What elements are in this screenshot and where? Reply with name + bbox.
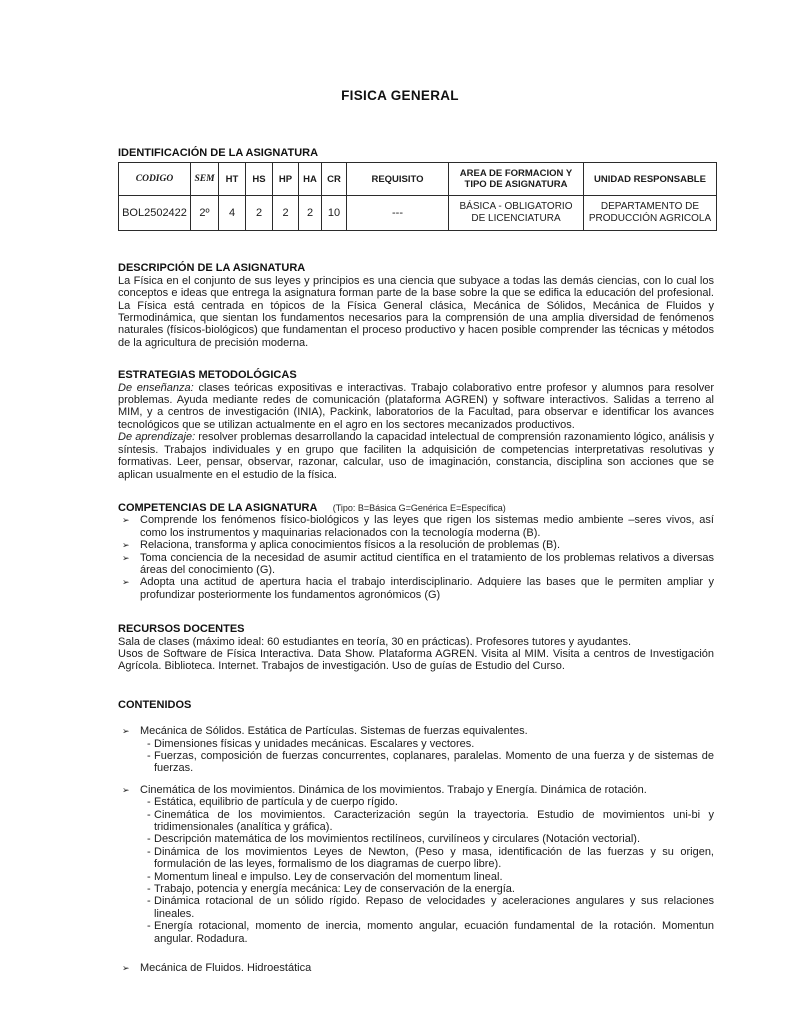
table-header-sem: SEM (191, 163, 219, 196)
contenido-group-title-row (118, 725, 714, 737)
section-heading-recursos: RECURSOS DOCENTES (118, 623, 245, 636)
contenido-subitem-text: Fuerzas, composición de fuerzas concurrentes, coplanares, paralelas. Momento de una fuerza y de sistemas de fuerzas. (154, 750, 714, 775)
dash-bullet-icon: - (147, 796, 151, 809)
table-header-hp: HP (273, 163, 299, 196)
table-cell-hp: 2 (273, 196, 299, 231)
contenido-subitem-text: Cinemática de los movimientos. Caracterización según la trayectoria. Estudio de movimientos uni-bi y tridimensionales (analítica y gráfica). (154, 808, 714, 834)
table-header-requisito: REQUISITO (347, 163, 449, 196)
contenido-subitem-text: Dimensiones físicas y unidades mecánicas. Escalares y vectores. (154, 737, 475, 750)
competencia-text: Adopta una actitud de apertura hacia el trabajo interdisciplinario. Adquiere las bases que le permiten ampliar y profundizar posteriormente los fundamentos agronómicos (G) (140, 576, 714, 601)
contenido-subitem-text: Dinámica de los movimientos Leyes de Newton, (Peso y masa, identificación de las fuerzas y su origen, formulación de las leyes, formalismo de los diagramas de cuerpo libre). (154, 845, 714, 871)
dash-bullet-icon: - (147, 833, 151, 846)
table-header-area-formacion: AREA DE FORMACION Y TIPO DE ASIGNATURA (449, 163, 584, 196)
competencia-text: Toma conciencia de la necesidad de asumir actitud científica en el tratamiento de los problemas relativos a diversas áreas del conocimiento (G). (140, 551, 714, 576)
competencia-item (118, 514, 714, 539)
aprendizaje-text: resolver problemas desarrollando la capacidad intelectual de comprensión razonamiento lógico, análisis y síntesis. Trabajos individuales y en grupo que faciliten la adquisición de competencias interpretativas resolutivas y formativas. Leer, pensar, observar, razonar, calcular, uso de imaginación, constancia, disciplina son acciones que se aplican usualmente en el estudio de la física. (118, 431, 714, 481)
arrow-bullet-icon: ➢ (122, 577, 130, 588)
table-header-cr: CR (322, 163, 347, 196)
section-heading-estrategias: ESTRATEGIAS METODOLÓGICAS (118, 369, 297, 382)
arrow-bullet-icon: ➢ (122, 726, 130, 737)
table-cell-hs: 2 (246, 196, 273, 231)
table-header-row (119, 163, 717, 196)
table-header-codigo: CODIGO (119, 163, 191, 196)
ensenanza-text: clases teóricas expositivas e interactivas. Trabajo colaborativo entre profesor y alumnos para resolver problemas. Ayuda mediante redes de comunicación (plataforma AGREN) y software interactivos. Salidas a terreno al MIM, y a centros de investigación (INIA), Packink, laboratorios de la Facultad, para observar e identificar los avances tecnológicos que se utilizan actualmente en el agro en los sectores mecanizados productivos. (118, 381, 715, 431)
dash-bullet-icon: - (147, 808, 151, 821)
contenido-subitem (118, 883, 714, 895)
table-cell-requisito: --- (347, 196, 449, 231)
contenido-subitem-text: Momentum lineal e impulso. Ley de conservación del momentum lineal. (154, 870, 503, 883)
contenido-subitem (118, 750, 714, 775)
table-cell-sem: 2º (191, 196, 219, 231)
competencia-item (118, 539, 714, 551)
arrow-bullet-icon: ➢ (122, 963, 130, 974)
contenido-subitem-text: Dinámica rotacional de un sólido rígido. Repaso de velocidades y aceleraciones angulares y sus relaciones lineales. (154, 895, 714, 920)
competencias-tipo-note: (Tipo: B=Básica G=Genérica E=Específica) (332, 502, 506, 513)
table-header-ht: HT (219, 163, 246, 196)
contenido-group-title: Mecánica de Sólidos. Estática de Partículas. Sistemas de fuerzas equivalentes. (140, 725, 528, 738)
dash-bullet-icon: - (147, 737, 151, 750)
contenido-group-fluidos (118, 962, 714, 974)
dash-bullet-icon: - (147, 895, 151, 908)
contenido-subitem-text: Descripción matemática de los movimientos rectilíneos, curvilíneos y circulares (Notación vectorial). (154, 833, 641, 846)
table-header-unidad-responsable: UNIDAD RESPONSABLE (584, 163, 717, 196)
estrategias-aprendizaje-paragraph (118, 431, 714, 481)
arrow-bullet-icon: ➢ (122, 784, 130, 795)
arrow-bullet-icon: ➢ (122, 515, 130, 526)
table-cell-ht: 4 (219, 196, 246, 231)
identificacion-table (118, 162, 717, 231)
arrow-bullet-icon: ➢ (122, 552, 130, 563)
descripcion-paragraph: La Física en el conjunto de sus leyes y principios es una ciencia que subyace a todas las demás ciencias, con lo cual los conceptos e ideas que entrega la asignatura forman parte de la base sobre la que se edifica la educación del profesional. La Física está centrada en tópicos de la Física General clásica, Mecánica de Sólidos, Mecánica de Fluidos y Termodinámica, que sientan los fundamentos necesarios para la comprensión de una amplia diversidad de fenómenos naturales (físicos-biológicos) que fundamentan el proceso productivo y hacen posible comprender las técnicas y métodos de la agricultura de precisión moderna. (118, 274, 714, 349)
dash-bullet-icon: - (147, 920, 151, 933)
arrow-bullet-icon: ➢ (122, 540, 130, 551)
competencia-text: Comprende los fenómenos físico-biológicos y las leyes que rigen los sistemas medio ambiente –seres vivos, así como los instrumentos y maquinarias relacionados con la tecnología moderna (B). (140, 514, 714, 539)
table-header-hs: HS (246, 163, 273, 196)
contenido-group-solidos (118, 725, 714, 775)
contenidos-list (118, 725, 714, 974)
contenido-subitem (118, 871, 714, 883)
competencias-heading-text: COMPETENCIAS DE LA ASIGNATURA (118, 501, 318, 514)
section-heading-competencias (118, 502, 714, 514)
dash-bullet-icon: - (147, 750, 151, 762)
contenido-subitem (118, 920, 714, 945)
section-heading-identificacion: IDENTIFICACIÓN DE LA ASIGNATURA (118, 147, 319, 159)
table-cell-unidad-responsable: DEPARTAMENTO DE PRODUCCIÓN AGRICOLA (584, 196, 717, 231)
table-cell-ha: 2 (299, 196, 322, 231)
page-title: FISICA GENERAL (341, 88, 459, 103)
table-data-row (119, 196, 717, 231)
competencia-text: Relaciona, transforma y aplica conocimientos físicos a la resolución de problemas (B). (140, 539, 561, 552)
estrategias-ensenanza-paragraph (118, 382, 714, 432)
recursos-line: Usos de Software de Física Interactiva. Data Show. Plataforma AGREN. Visita al MIM. Visita a centros de Investigación Agrícola. Biblioteca. Internet. Trabajos de investigación. Uso de guías de Estudio del Curso. (118, 647, 714, 673)
section-heading-descripcion: DESCRIPCIÓN DE LA ASIGNATURA (118, 262, 306, 275)
dash-bullet-icon: - (147, 845, 151, 858)
contenido-subitem-text: Energía rotacional, momento de inercia, momento angular, ecuación fundamental de la rotación. Momentun angular. Rodadura. (154, 920, 714, 945)
contenido-subitem (118, 895, 714, 920)
competencia-item (118, 552, 714, 577)
contenido-group-title: Cinemática de los movimientos. Dinámica de los movimientos. Trabajo y Energía. Dinámica de rotación. (140, 783, 647, 796)
contenido-group-title-row (118, 784, 714, 796)
contenido-subitem (118, 809, 714, 834)
table-header-ha: HA (299, 163, 322, 196)
dash-bullet-icon: - (147, 870, 151, 883)
table-cell-cr: 10 (322, 196, 347, 231)
table-cell-codigo: BOL2502422 (119, 196, 191, 231)
section-heading-contenidos: CONTENIDOS (118, 698, 192, 711)
contenido-subitem (118, 796, 714, 808)
competencia-item (118, 576, 714, 601)
contenido-subitem-text: Trabajo, potencia y energía mecánica: Ley de conservación de la energía. (154, 883, 515, 896)
contenido-group-cinematica (118, 784, 714, 945)
contenido-subitem-text: Estática, equilibrio de partícula y de cuerpo rígido. (154, 796, 398, 809)
contenido-subitem (118, 738, 714, 750)
contenido-subitem (118, 833, 714, 845)
table-cell-area-formacion: BÁSICA - OBLIGATORIO DE LICENCIATURA (449, 196, 584, 231)
aprendizaje-label: De aprendizaje: (118, 431, 196, 444)
contenido-group-title: Mecánica de Fluidos. Hidroestática (140, 962, 312, 975)
document-content (118, 147, 714, 975)
dash-bullet-icon: - (147, 883, 151, 896)
contenido-subitem (118, 846, 714, 871)
recursos-line: Sala de clases (máximo ideal: 60 estudiantes en teoría, 30 en prácticas). Profesores tutores y ayudantes. (118, 635, 631, 648)
ensenanza-label: De enseñanza: (118, 381, 194, 394)
